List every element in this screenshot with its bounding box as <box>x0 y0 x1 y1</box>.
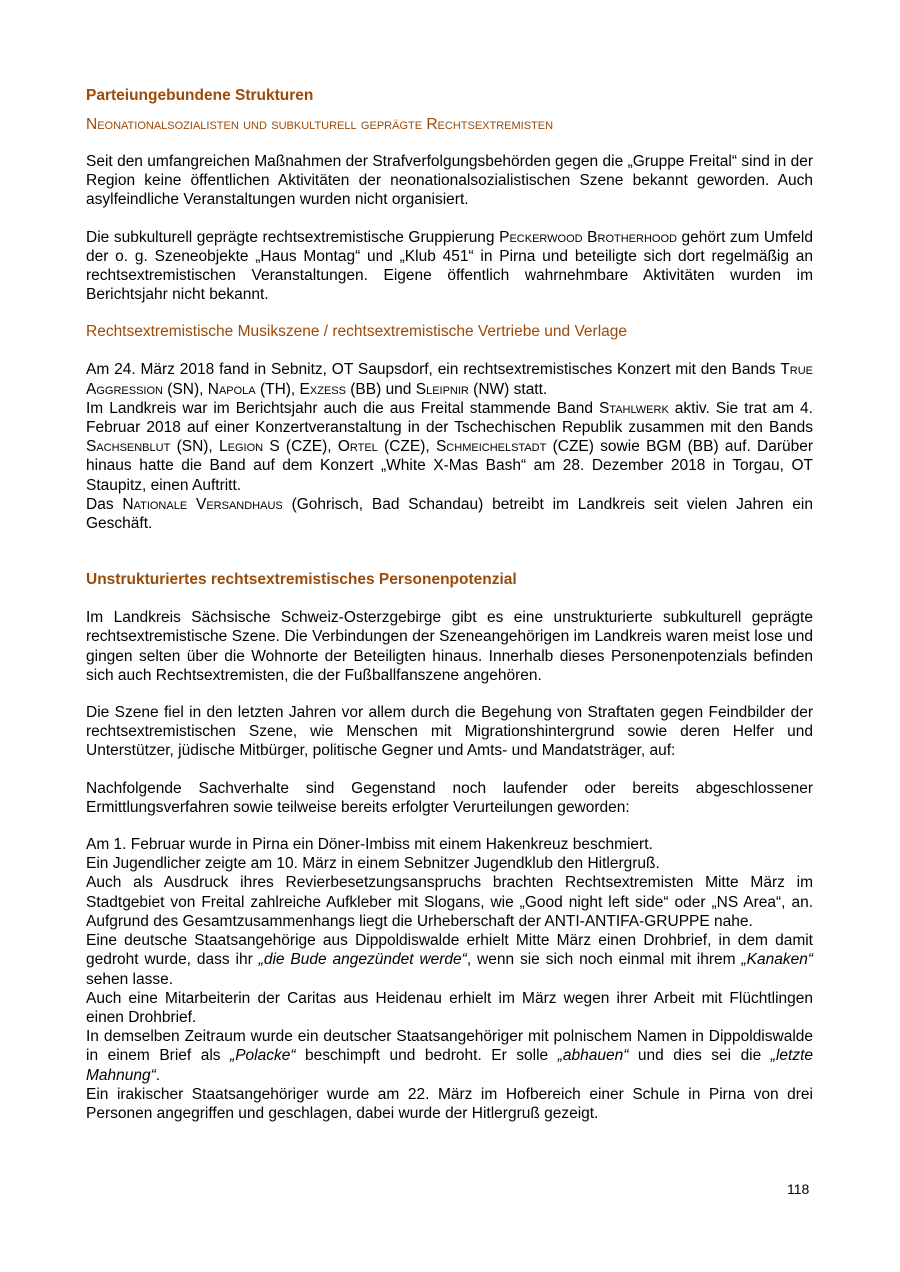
quote: „letzte Mahnung“ <box>86 1047 813 1084</box>
page-number: 118 <box>787 1181 810 1197</box>
company-name: Nationale Versandhaus <box>122 495 283 513</box>
band-name: Schmeichelstadt <box>435 438 547 456</box>
text-run: (SN), <box>170 438 219 456</box>
text-run: Eine deutsche Staatsangehörige aus Dippoldiswalde erhielt Mitte März einen Drohbrief, in dem damit gedroht wurde, dass ihr <box>86 932 813 969</box>
text-run: (NW) statt. <box>468 380 548 398</box>
text-run: gehört zum Umfeld der o. g. Szeneobjekte „Haus Montag“ und „Klub 451“ in Pirna und beteiligte sich dort regelmäßig an rechtsextremistischen Veranstaltungen. Eigene öffentlich wahrnehmbare Aktivitäten wurden im Berichtsjahr nicht bekannt. <box>86 228 813 304</box>
band-name: Sachsenblut <box>86 438 171 456</box>
text-run: und dies sei die <box>628 1047 771 1065</box>
band-name: True Aggression <box>86 361 813 398</box>
paragraph-konzert-sebnitz <box>86 360 813 398</box>
text-run: sehen lasse. <box>86 970 174 988</box>
text-run: . <box>155 1066 161 1084</box>
text-run: beschimpft und bedroht. Er solle <box>295 1047 558 1065</box>
list-item: Ein Jugendlicher zeigte am 10. März in einem Sebnitzer Jugendklub den Hitlergruß. <box>86 855 660 873</box>
text-run: Am 24. März 2018 fand in Sebnitz, OT Saupsdorf, ein rechtsextremistisches Konzert mit den Bands <box>86 361 781 379</box>
quote: „abhauen“ <box>557 1047 629 1065</box>
section-heading-parteiungebunden: Parteiungebundene Strukturen <box>86 87 314 104</box>
text-run: (Gohrisch, Bad Schandau) betreibt im Landkreis seit vielen Jahren ein Geschäft. <box>86 495 813 533</box>
text-run: (BB) und <box>345 380 416 398</box>
list-item <box>86 931 813 989</box>
list-item: Ein irakischer Staatsangehöriger wurde am 22. März im Hofbereich einer Schule in Pirna von drei Personen angegriffen und geschlagen, dabei wurde der Hitlergruß gezeigt. <box>86 1085 813 1122</box>
paragraph-landkreis-szene: Im Landkreis Sächsische Schweiz-Osterzgebirge gibt es eine unstrukturierte subkulturell geprägte rechtsextremistische Szene. Die Verbindungen der Szeneangehörigen im Landkreis waren meist lose und gingen selten über die Wohnorte der Beteiligten hinaus. Innerhalb dieses Personenpotenzials befinden sich auch Rechtsextremisten, die der Fußballfanszene angehören. <box>86 609 813 684</box>
section-heading-unstrukturiert: Unstrukturiertes rechtsextremistisches Personenpotenzial <box>86 571 517 589</box>
list-item <box>86 1027 813 1085</box>
band-name: Exzess <box>299 380 346 398</box>
text-run: In demselben Zeitraum wurde ein deutscher Staatsangehöriger mit polnischem Namen in Dippoldiswalde in einem Brief als <box>86 1028 813 1065</box>
quote: „die Bude angezündet werde“ <box>258 951 467 969</box>
text-run: (CZE), <box>377 438 436 456</box>
list-item: Auch als Ausdruck ihres Revierbesetzungsanspruchs brachten Rechtsextremisten Mitte März im Stadtgebiet von Freital zahlreiche Aufkleber mit Slogans, wie „Good night left side“ oder „NS Area“, an. Aufgrund des Gesamtzusammenhangs liegt die Urheberschaft der ANTI-ANTIFA-GRUPPE nahe. <box>86 874 813 930</box>
text-run: Die subkulturell geprägte rechtsextremistische Gruppierung <box>86 228 500 246</box>
page-content <box>86 86 813 1123</box>
text-run: (SN), <box>162 380 208 398</box>
band-name: Stahlwerk <box>598 399 669 417</box>
band-name: Napola <box>207 380 256 398</box>
paragraph-stahlwerk <box>86 399 813 495</box>
band-name: Sleipnir <box>415 380 469 398</box>
band-name: Legion S <box>219 438 280 456</box>
quote: „Polacke“ <box>230 1047 296 1065</box>
text-run: (CZE) sowie BGM (BB) auf. Darüber hinaus hatte die Band auf dem Konzert „White X-Mas Bash“ am 28. Dezember 2018 in Torgau, OT Staupitz, einen Auftritt. <box>86 438 814 494</box>
paragraph-peckerwood <box>86 228 813 305</box>
text-run: aktiv. Sie trat am 4. Februar 2018 auf einer Konzertveranstaltung in der Tschechischen Republik zusammen mit den Bands <box>86 399 813 437</box>
paragraph-gruppe-freital: Seit den umfangreichen Maßnahmen der Strafverfolgungsbehörden gegen die „Gruppe Freital“ sind in der Region keine öffentlichen Aktivitäten der neonationalsozialistischen Szene bekannt geworden. Auch asylfeindliche Veranstaltungen wurden nicht organisiert. <box>86 153 813 209</box>
group-name: Peckerwood Brotherhood <box>499 228 677 246</box>
text-run: (TH), <box>255 380 300 398</box>
list-item: Auch eine Mitarbeiterin der Caritas aus Heidenau erhielt im März wegen ihrer Arbeit mit Flüchtlingen einen Drohbrief. <box>86 989 813 1026</box>
text-run: Im Landkreis war im Berichtsjahr auch die aus Freital stammende Band <box>86 399 599 417</box>
paragraph-feindbilder: Die Szene fiel in den letzten Jahren vor allem durch die Begehung von Straftaten gegen Feindbilder der rechtsextremistischen Szene, wie Menschen mit Migrationshintergrund sowie deren Helfer und Unterstützer, jüdische Mitbürger, politische Gegner und Amts- und Mandatsträger, auf: <box>86 704 813 760</box>
list-item: Am 1. Februar wurde in Pirna ein Döner-Imbiss mit einem Hakenkreuz beschmiert. <box>86 836 653 854</box>
text-run: Das <box>86 495 123 513</box>
subheading-neonationalsozialisten: Neonationalsozialisten und subkulturell geprägte Rechtsextremisten <box>86 116 554 133</box>
text-run: (CZE), <box>279 438 338 456</box>
band-name: Ortel <box>337 438 378 456</box>
paragraph-sachverhalte: Nachfolgende Sachverhalte sind Gegenstand noch laufender oder bereits abgeschlossener Ermittlungsverfahren sowie teilweise bereits erfolgter Verurteilungen geworden: <box>86 779 813 816</box>
subheading-musikszene: Rechtsextremistische Musikszene / rechtsextremistische Vertriebe und Verlage <box>86 323 628 341</box>
paragraph-versandhaus <box>86 495 813 533</box>
text-run: , wenn sie sich noch einmal mit ihrem <box>466 951 742 969</box>
quote: „Kanaken“ <box>741 951 813 969</box>
